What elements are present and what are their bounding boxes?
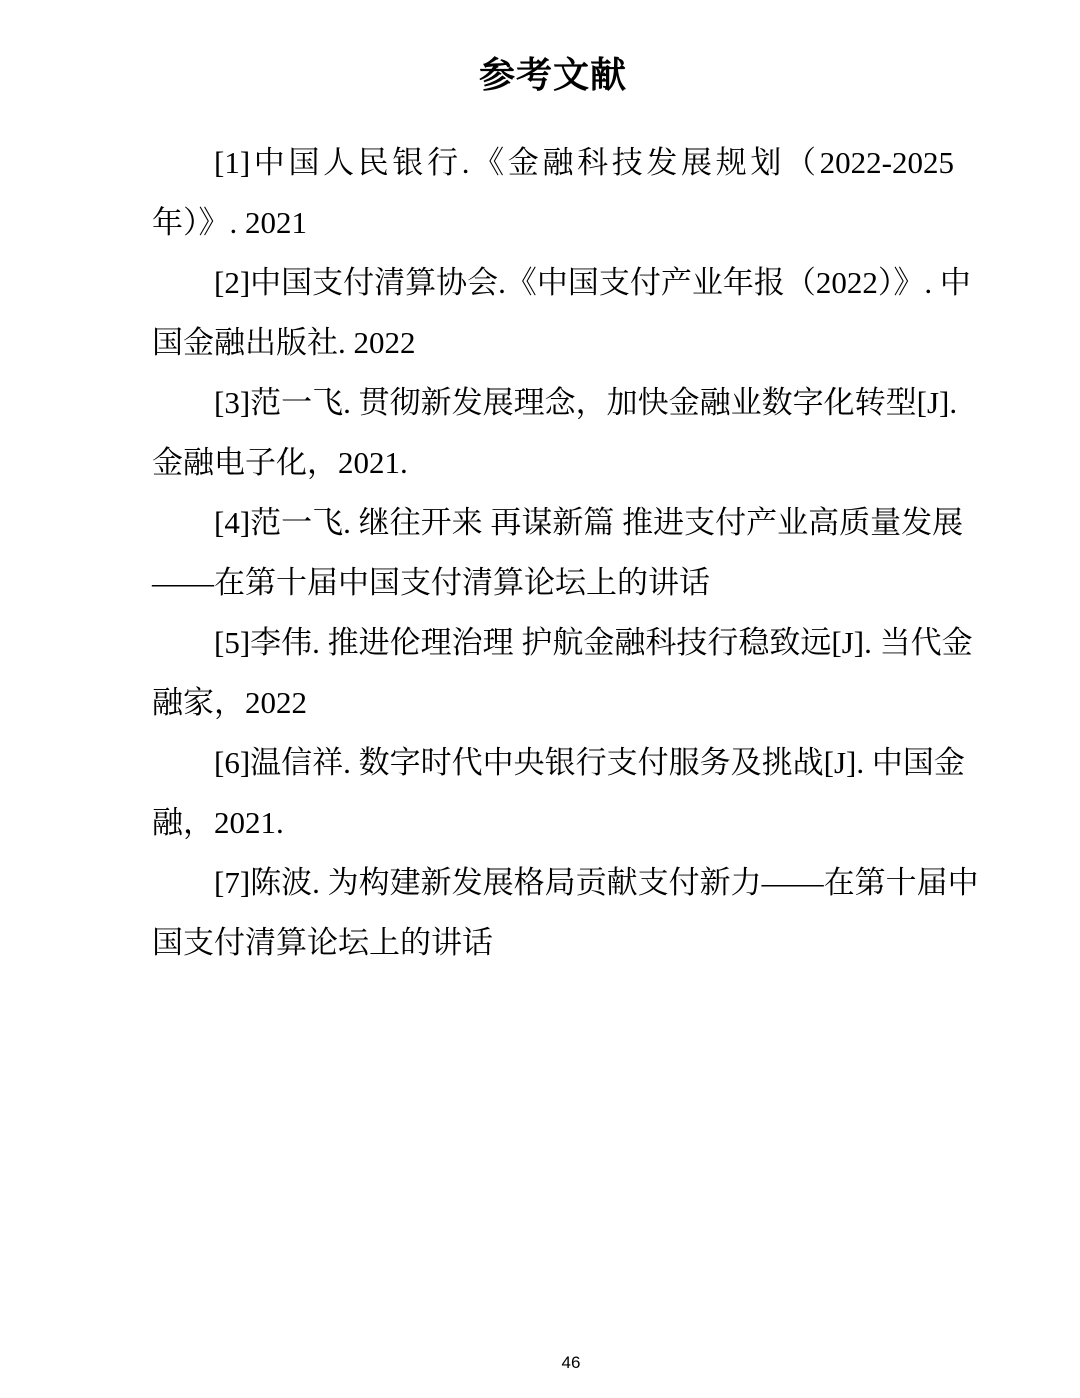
reference-line: 融家，2022 [152,685,307,720]
reference-item-1 [152,133,954,253]
reference-item-5 [152,613,973,733]
reference-line: 金融电子化，2021. [152,445,408,480]
reference-item-3 [152,373,958,493]
references-list [152,133,979,973]
reference-line: [1]中国人民银行.《金融科技发展规划（2022-2025 [214,145,954,180]
reference-line: [7]陈波. 为构建新发展格局贡献支付新力——在第十届中 [214,865,979,900]
reference-line: ——在第十届中国支付清算论坛上的讲话 [152,565,710,600]
reference-item-2 [152,253,971,373]
reference-line: 年）》. 2021 [152,205,307,240]
reference-line: [6]温信祥. 数字时代中央银行支付服务及挑战[J]. 中国金 [214,745,965,780]
page-title: 参考文献 [478,54,627,95]
reference-line: 国金融出版社. 2022 [152,325,416,360]
reference-line: [5]李伟. 推进伦理治理 护航金融科技行稳致远[J]. 当代金 [214,625,973,660]
reference-item-6 [152,733,965,853]
reference-item-7 [152,853,979,973]
reference-line: [3]范一飞. 贯彻新发展理念，加快金融业数字化转型[J]. [214,385,958,420]
reference-line: [4]范一飞. 继往开来 再谋新篇 推进支付产业高质量发展 [214,505,964,540]
page-number: 46 [561,1353,581,1372]
reference-line: 国支付清算论坛上的讲话 [152,925,493,960]
reference-item-4 [152,493,964,613]
reference-line: [2]中国支付清算协会.《中国支付产业年报（2022）》. 中 [214,265,971,300]
reference-line: 融，2021. [152,805,284,840]
